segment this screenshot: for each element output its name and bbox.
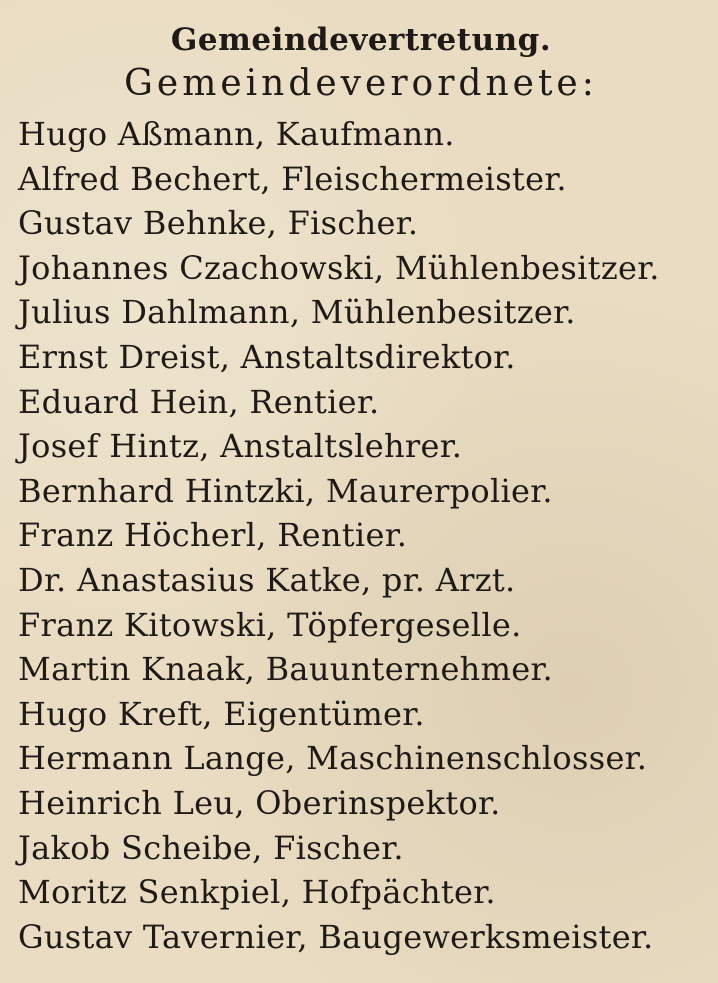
member-entry: Hugo Kreft, Eigentümer. xyxy=(18,694,425,733)
member-entry: Gustav Behnke, Fischer. xyxy=(18,204,419,243)
member-entry: Heinrich Leu, Oberinspektor. xyxy=(18,783,501,822)
member-entry: Josef Hintz, Anstaltslehrer. xyxy=(18,427,463,466)
member-entry: Franz Höcherl, Rentier. xyxy=(18,516,408,555)
section-heading: Gemeindevertretung. xyxy=(170,22,552,58)
section-subheading: Gemeindeverordnete: xyxy=(124,63,598,104)
member-entry: Hugo Aßmann, Kaufmann. xyxy=(18,115,455,153)
member-entry: Jakob Scheibe, Fischer. xyxy=(18,828,404,867)
member-entry: Gustav Tavernier, Baugewerksmeister. xyxy=(18,917,654,956)
member-entry: Ernst Dreist, Anstaltsdirektor. xyxy=(18,337,516,376)
member-list xyxy=(18,112,704,959)
member-entry: Hermann Lange, Maschinenschlosser. xyxy=(18,739,648,778)
member-entry: Bernhard Hintzki, Maurerpolier. xyxy=(18,471,553,510)
member-entry: Franz Kitowski, Töpfergeselle. xyxy=(18,605,522,644)
member-entry: Moritz Senkpiel, Hofpächter. xyxy=(18,873,496,912)
member-entry: Dr. Anastasius Katke, pr. Arzt. xyxy=(18,560,516,599)
member-entry: Alfred Bechert, Fleischermeister. xyxy=(18,159,567,198)
member-entry: Eduard Hein, Rentier. xyxy=(18,382,380,421)
member-entry: Martin Knaak, Bauunternehmer. xyxy=(18,650,554,689)
member-entry: Julius Dahlmann, Mühlenbesitzer. xyxy=(18,293,576,332)
member-entry: Johannes Czachowski, Mühlenbesitzer. xyxy=(18,248,660,287)
